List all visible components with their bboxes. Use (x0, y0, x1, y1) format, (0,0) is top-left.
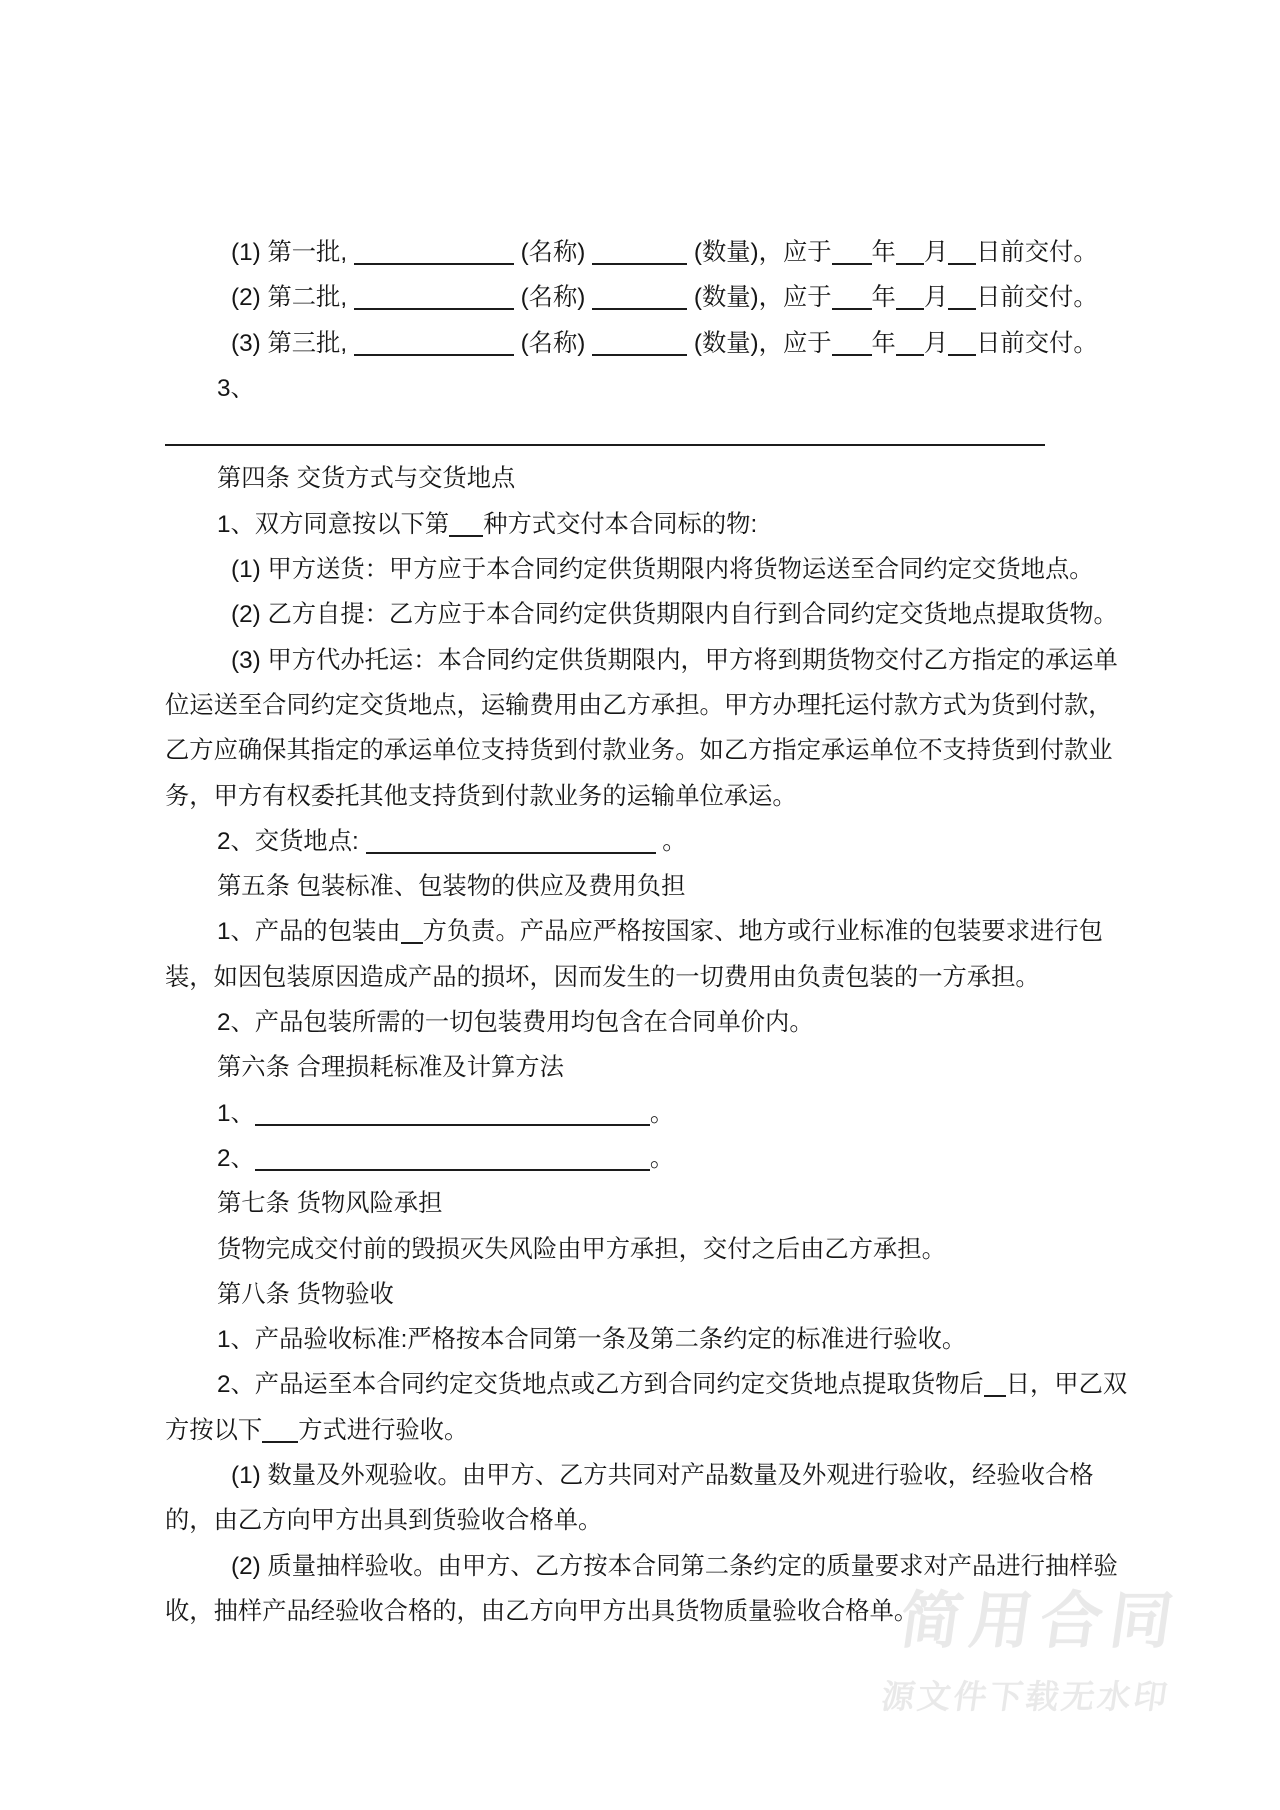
watermark (879, 1587, 1186, 1715)
text-run: 2、交货地点: (217, 827, 366, 855)
text-run: 第八条 货物验收 (217, 1280, 394, 1308)
blank-field (354, 350, 514, 356)
paragraph-batch-2 (165, 275, 1133, 320)
paragraph-clause-4-item-1 (165, 502, 1133, 547)
text-run: 货物完成交付前的毁损灭失风险由甲方承担，交付之后由乙方承担。 (217, 1235, 946, 1263)
blank-field (948, 259, 976, 265)
paragraph-clause-5-heading (165, 864, 1133, 909)
paragraph-clause-8-item-2 (165, 1362, 1133, 1453)
text-run: (数量)，应于 (687, 329, 832, 357)
text-run: (名称) (513, 284, 593, 312)
paragraph-clause-5-item-2 (165, 1000, 1133, 1045)
text-run: 年 (871, 284, 896, 312)
text-run: 月 (923, 284, 949, 312)
blank-field (592, 350, 687, 356)
text-run: 1、产品验收标准:严格按本合同第一条及第二条约定的标准进行验收。 (217, 1326, 967, 1354)
blank-field (255, 1120, 650, 1126)
paragraph-clause-4-item-2 (165, 819, 1133, 864)
text-run: 。 (649, 1099, 675, 1127)
paragraph-clause-5-item-1 (165, 909, 1133, 1000)
text-run: 第六条 合理损耗标准及计算方法 (217, 1054, 564, 1082)
blank-field (255, 1165, 650, 1171)
text-run: 3、 (217, 374, 255, 402)
text-run: (3) 甲方代办托运：本合同约定供货期限内，甲方将到期货物交付乙方指定的承运单位运送至合同约定交货地点，运输费用由乙方承担。甲方办理托运付款方式为货到付款，乙方应确保其指定的承运单位支持货到付款业务。如乙方指定承运单位不支持货到付款业务，甲方有权委托其他支持货到付款业务的运输单位承运。 (165, 646, 1118, 810)
text-run: 1、 (217, 1099, 255, 1127)
paragraph-clause-8-item-2-1 (165, 1453, 1133, 1544)
paragraph-clause-4-item-1-1 (165, 547, 1133, 592)
text-run: 。 (655, 827, 687, 855)
text-run: (2) 乙方自提：乙方应于本合同约定供货期限内自行到合同约定交货地点提取货物。 (231, 601, 1118, 629)
text-run: 方负责。产品应严格按国家、地方或行业标准的包装要求进行包装，如因包装原因造成产品的损坏，因而发生的一切费用由负责包装的一方承担。 (165, 918, 1103, 991)
paragraph-batch-1 (165, 230, 1133, 275)
text-run: (名称) (513, 239, 593, 266)
text-run: 日，甲乙双方按以下 (165, 1371, 1128, 1444)
text-run: (名称) (513, 329, 593, 357)
blank-field (896, 304, 924, 310)
text-run: (3) 第三批, (231, 329, 354, 357)
text-run: 种方式交付本合同标的物: (483, 510, 758, 538)
text-run: 2、产品包装所需的一切包装费用均包含在合同单价内。 (217, 1009, 814, 1037)
text-run: (数量)，应于 (687, 284, 832, 312)
blank-field (165, 440, 1045, 446)
blank-field (354, 304, 514, 310)
text-run: 月 (923, 239, 949, 266)
text-run: 第五条 包装标准、包装物的供应及费用负担 (217, 873, 686, 901)
text-run: (2) 第二批, (231, 284, 354, 312)
text-run: (2) 质量抽样验收。由甲方、乙方按本合同第二条约定的质量要求对产品进行抽样验收，抽样产品经验收合格的，由乙方向甲方出具货物质量验收合格单。 (165, 1552, 1118, 1625)
blank-field (832, 304, 872, 310)
paragraph-item-3-blank (165, 366, 1133, 457)
paragraph-clause-8-heading (165, 1272, 1133, 1317)
text-run: 日前交付。 (976, 284, 1098, 312)
paragraph-clause-7-text (165, 1227, 1133, 1272)
text-run: (1) 数量及外观验收。由甲方、乙方共同对产品数量及外观进行验收，经验收合格的，由乙方向甲方出具到货验收合格单。 (165, 1462, 1094, 1535)
text-run: 2、 (217, 1144, 255, 1172)
paragraph-clause-6-item-1 (165, 1091, 1133, 1136)
text-run: 日前交付。 (976, 329, 1098, 357)
text-run: 第四条 交货方式与交货地点 (217, 465, 516, 493)
contract-body (165, 230, 1133, 1634)
blank-field (592, 304, 687, 310)
watermark-subtitle: 源文件下载无水印 (879, 1678, 1173, 1715)
text-run: (1) 甲方送货：甲方应于本合同约定供货期限内将货物运送至合同约定交货地点。 (231, 556, 1094, 584)
paragraph-clause-4-item-1-2 (165, 592, 1133, 637)
blank-field (896, 350, 924, 356)
text-run: (数量)，应于 (687, 239, 832, 266)
text-run: 年 (871, 329, 896, 357)
blank-field (354, 259, 514, 265)
paragraph-clause-8-item-1 (165, 1317, 1133, 1362)
blank-field (366, 848, 656, 854)
text-run: 年 (871, 239, 896, 266)
blank-field (948, 350, 976, 356)
paragraph-batch-3 (165, 321, 1133, 366)
blank-field (592, 259, 687, 265)
blank-field (832, 259, 872, 265)
paragraph-clause-6-heading (165, 1045, 1133, 1090)
text-run: 2、产品运至本合同约定交货地点或乙方到合同约定交货地点提取货物后 (217, 1371, 984, 1399)
text-run: (1) 第一批, (231, 239, 354, 266)
paragraph-clause-6-item-2 (165, 1136, 1133, 1181)
paragraph-clause-4-item-1-3 (165, 638, 1133, 819)
blank-field (832, 350, 872, 356)
text-run: 第七条 货物风险承担 (217, 1190, 443, 1218)
blank-field (449, 531, 483, 537)
paragraph-clause-7-heading (165, 1181, 1133, 1226)
text-run: 1、双方同意按以下第 (217, 510, 450, 538)
blank-field (984, 1391, 1006, 1397)
blank-field (401, 938, 423, 944)
text-run: 日前交付。 (976, 239, 1098, 266)
blank-field (896, 259, 924, 265)
blank-field (948, 304, 976, 310)
text-run: 1、产品的包装由 (217, 918, 401, 946)
paragraph-clause-4-heading (165, 456, 1133, 501)
blank-field (262, 1437, 298, 1443)
text-run: 月 (923, 329, 949, 357)
text-run: 方式进行验收。 (298, 1416, 469, 1444)
text-run: 。 (649, 1144, 675, 1172)
watermark-title: 简用合同 (895, 1587, 1186, 1656)
